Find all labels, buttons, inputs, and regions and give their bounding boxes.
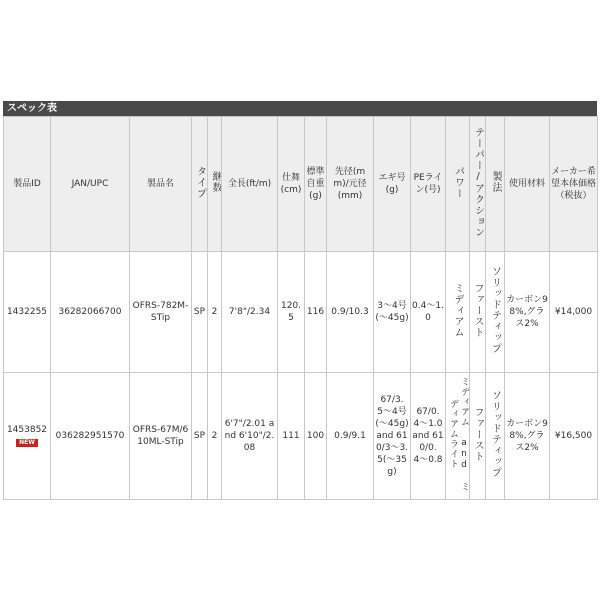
header-length: 全長(ft/m) [222,117,278,252]
spec-section [3,101,597,500]
cell-power-text: ミディアム and ミディアムライト [448,376,469,492]
cell-pe: 0.4〜1.0 [411,252,446,373]
cell-tip-type [486,252,505,373]
cell-tip: 0.9/10.3 [327,252,374,373]
cell-weight: 116 [305,252,327,373]
header-pieces-label: 継数 [210,171,221,193]
cell-product-id [4,373,51,500]
cell-type: SP [192,373,208,500]
header-tip: 先径(mm)/元径(mm) [327,117,374,252]
cell-material: カーボン98%,グラス2% [505,373,550,500]
header-jan: JAN/UPC [51,117,130,252]
cell-tip-type-text: ソリッドティップ [489,266,501,354]
product-id-text: 1453852 [6,425,48,435]
cell-closed: 111 [278,373,305,500]
spec-table-title: スペック表 [3,101,597,116]
spec-table [3,116,598,500]
header-material: 使用材料 [505,117,550,252]
header-egi: エギ号(g) [374,117,411,252]
header-pe: PEライン(号) [411,117,446,252]
header-power-label: パワー [452,165,464,199]
header-closed: 仕舞(cm) [278,117,305,252]
header-power [446,117,470,252]
cell-name: OFRS-782M-STip [130,252,192,373]
header-weight-label: 標準自重(g) [306,167,325,201]
cell-pe: 67/0.4〜1.0 and 610/0.4〜0.8 [411,373,446,500]
cell-taper [470,373,486,500]
header-taper-label: テーパー/アクション [472,126,484,238]
cell-egi: 3〜4号(〜45g) [374,252,411,373]
cell-power-text: ミディアム [452,282,463,338]
cell-product-id: 1432255 [4,252,51,373]
cell-tip-type-text: ソリッドティップ [489,390,501,478]
cell-egi: 67/3.5〜4号(〜45g) and 610/3〜3.5(〜35g) [374,373,411,500]
cell-pieces: 2 [208,373,222,500]
header-weight [305,117,327,252]
header-type-label: タイプ [194,165,206,199]
cell-price: ¥14,000 [550,252,598,373]
header-price: メーカー希望本体価格（税抜） [550,117,598,252]
table-header-row [4,117,598,252]
cell-name: OFRS-67M/610ML-STip [130,373,192,500]
header-tip-type-label: 製法 [490,171,501,193]
cell-closed: 120.5 [278,252,305,373]
cell-taper [470,252,486,373]
header-pieces [208,117,222,252]
cell-power [446,252,470,373]
header-name: 製品名 [130,117,192,252]
cell-taper-text: ファースト [472,282,483,338]
cell-pieces: 2 [208,252,222,373]
header-product-id: 製品ID [4,117,51,252]
new-badge: NEW [16,439,38,447]
cell-material: カーボン98%,グラス2% [505,252,550,373]
cell-power [446,373,470,500]
table-row [4,373,598,500]
cell-type: SP [192,252,208,373]
cell-jan: 36282066700 [51,252,130,373]
cell-jan: 036282951570 [51,373,130,500]
cell-length: 7'8"/2.34 [222,252,278,373]
cell-tip: 0.9/9.1 [327,373,374,500]
header-type [192,117,208,252]
cell-length: 6'7"/2.01 and 6'10"/2.08 [222,373,278,500]
cell-price: ¥16,500 [550,373,598,500]
cell-weight: 100 [305,373,327,500]
header-taper [470,117,486,252]
header-tip-type [486,117,505,252]
cell-tip-type [486,373,505,500]
table-row [4,252,598,373]
cell-taper-text: ファースト [472,406,483,462]
